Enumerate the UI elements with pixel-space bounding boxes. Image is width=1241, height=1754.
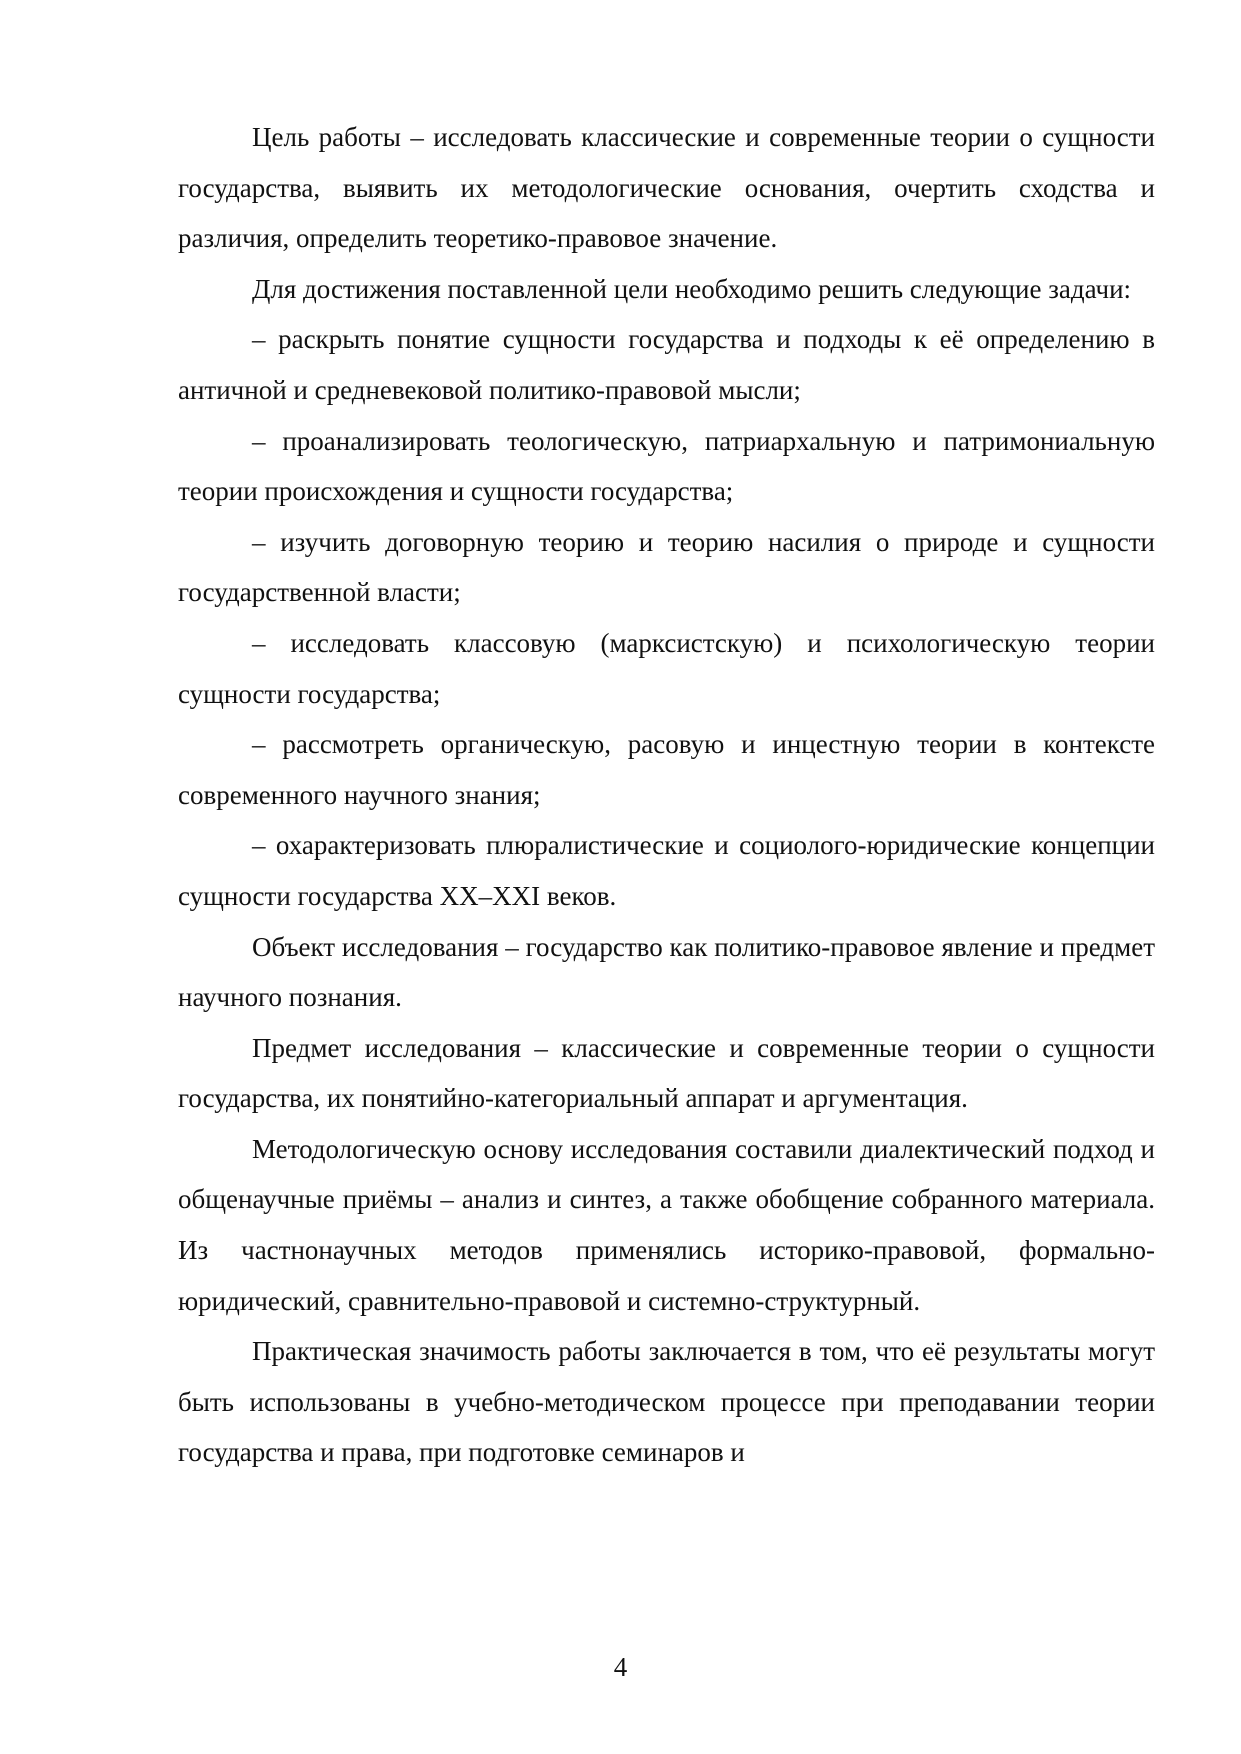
task-item-6: – охарактеризовать плюралистические и социолого-юридические концепции сущности государства XX–XXI веков. xyxy=(178,830,1155,911)
document-body xyxy=(178,112,1155,1478)
task-item-3: – изучить договорную теорию и теорию насилия о природе и сущности государственной власти; xyxy=(178,526,1155,608)
task-item-1: – раскрыть понятие сущности государства и подходы к её определению в античной и средневековой политико-правовой мысли; xyxy=(178,324,1155,405)
paragraph-object: Объект исследования – государство как политико-правовое явление и предмет научного познания. xyxy=(178,931,1155,1013)
paragraph-methodology: Методологическую основу исследования составили диалектический подход и общенаучные приёмы – анализ и синтез, а также обобщение собранного материала. Из частнонаучных методов применялись историко-правовой, формально-юридический, сравнительно-правовой и системно-структурный. xyxy=(178,1133,1155,1316)
paragraph-tasks-intro: Для достижения поставленной цели необходимо решить следующие задачи: xyxy=(252,273,1132,304)
paragraph-goal: Цель работы – исследовать классические и современные теории о сущности государства, выявить их методологические основания, очертить сходства и различия, определить теоретико-правовое значение. xyxy=(178,122,1155,254)
task-item-4: – исследовать классовую (марксистскую) и психологическую теории сущности государства; xyxy=(178,627,1155,709)
page-number: 4 xyxy=(613,1652,628,1682)
paragraph-practical-significance: Практическая значимость работы заключается в том, что её результаты могут быть использованы в учебно-методическом процессе при преподавании теории государства и права, при подготовке семинаров и xyxy=(178,1336,1155,1468)
task-item-2: – проанализировать теологическую, патриархальную и патримониальную теории происхождения и сущности государства; xyxy=(178,425,1155,507)
task-item-5: – рассмотреть органическую, расовую и инцестную теории в контексте современного научного знания; xyxy=(178,729,1155,810)
paragraph-subject: Предмет исследования – классические и современные теории о сущности государства, их понятийно-категориальный аппарат и аргументация. xyxy=(178,1032,1155,1114)
